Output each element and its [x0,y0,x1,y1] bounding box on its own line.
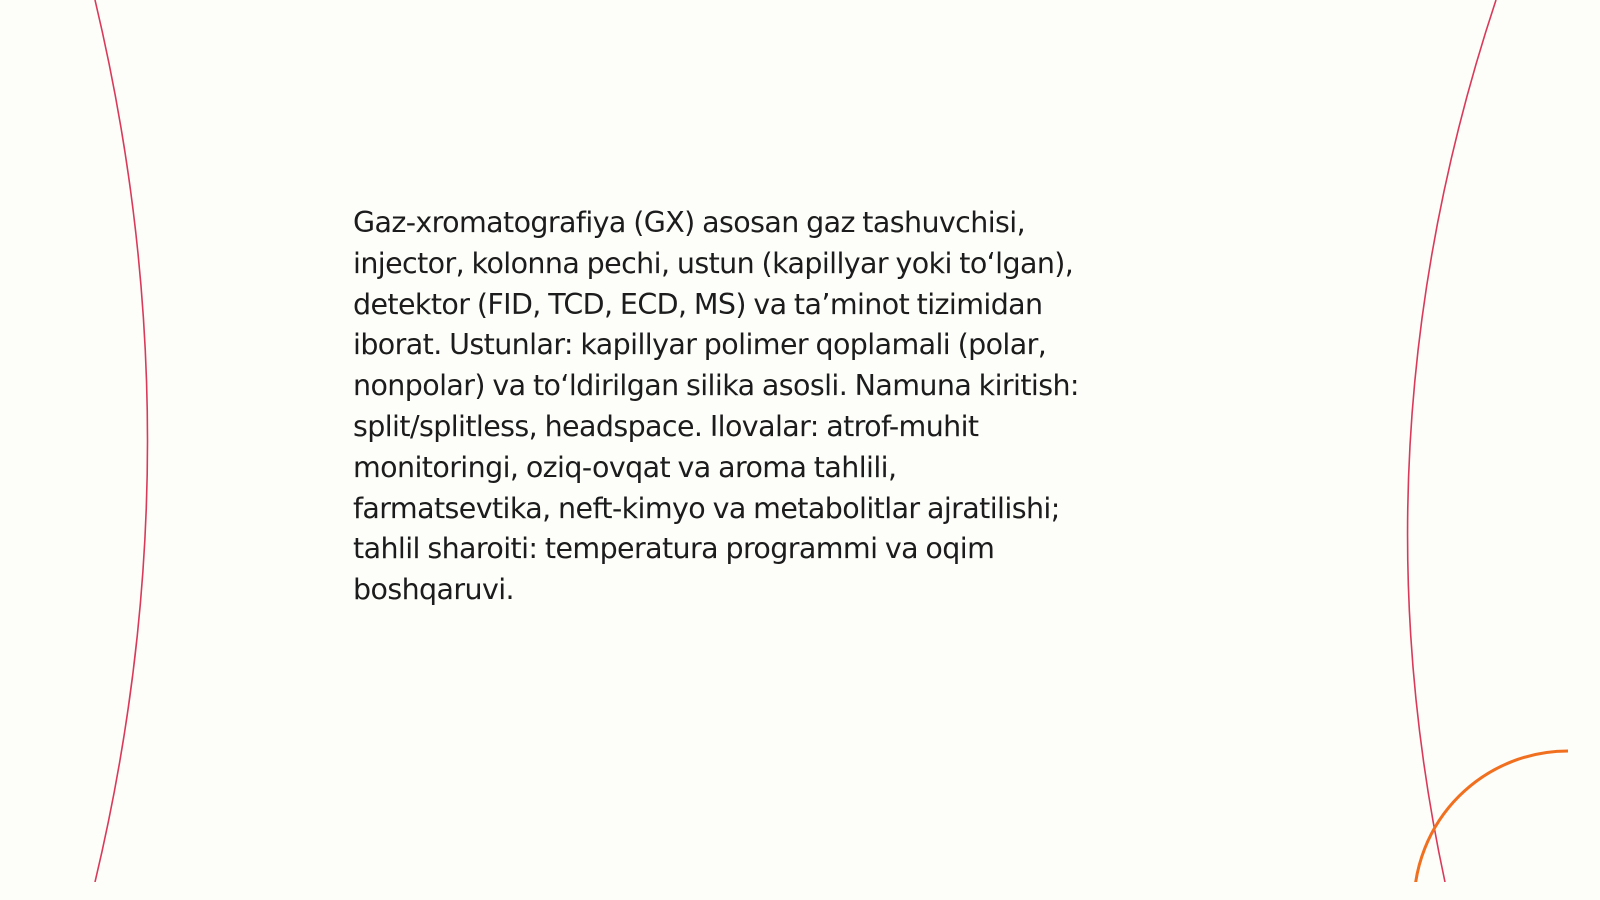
body-line: injector, kolonna pechi, ustun (kapillyar yoki to‘lgan), [353,246,1074,280]
slide-body-text [353,203,1233,611]
body-line: monitoringi, oziq-ovqat va aroma tahlili, [353,450,897,484]
body-line: nonpolar) va to‘ldirilgan silika asosli. Namuna kiritish: [353,369,1079,403]
orange-circle-shape [1414,751,1568,882]
body-line: detektor (FID, TCD, ECD, MS) va ta’minot tizimidan [353,287,1043,321]
body-line: split/splitless, headspace. Ilovalar: atrof-muhit [353,409,979,443]
body-line: iborat. Ustunlar: kapillyar polimer qoplamali (polar, [353,328,1047,362]
body-line: tahlil sharoiti: temperatura programmi va oqim [353,532,995,566]
body-line: boshqaruvi. [353,573,515,607]
body-line: Gaz-xromatografiya (GX) asosan gaz tashuvchisi, [353,206,1026,239]
right-arc-line [1408,0,1496,882]
body-line: farmatsevtika, neft-kimyo va metabolitlar ajratilishi; [353,491,1060,525]
left-arc-line [95,0,148,882]
